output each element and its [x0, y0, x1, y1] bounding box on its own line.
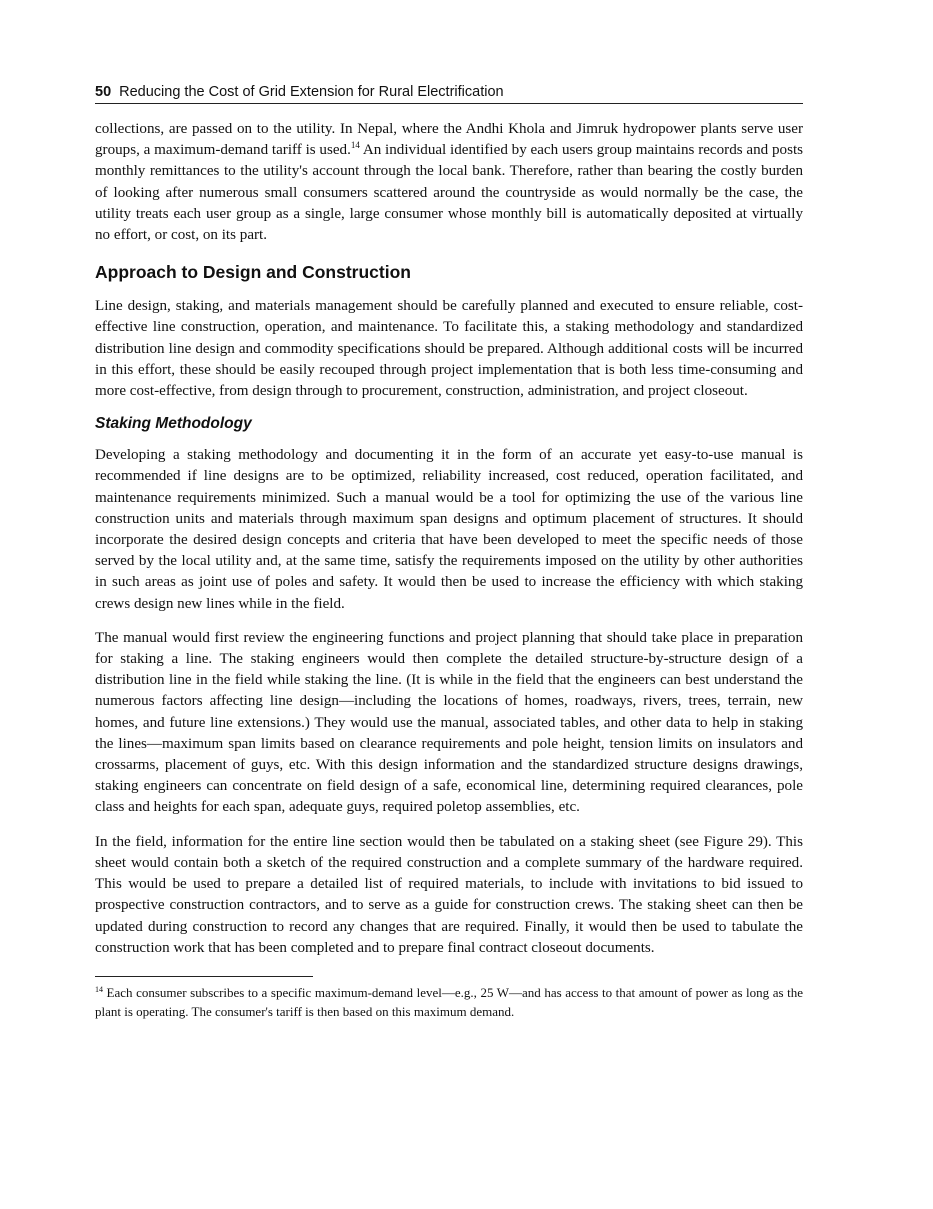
section-paragraph: Line design, staking, and materials management should be carefully planned and executed to ensure reliable, cost-effective line construction, operation, and maintenance. To facilitate this, a staking methodology and standardized distribution line design and commodity specifications should be prepared. Although additional costs will be incurred in this effort, these should be easily recouped through project implementation that is both less time-consuming and more cost-effective, from design through to procurement, construction, administration, and project closeout.: [95, 298, 803, 400]
footnote-divider: [95, 976, 313, 977]
page-number: 50: [95, 84, 112, 100]
running-title: Reducing the Cost of Grid Extension for Rural Electrification: [119, 84, 504, 100]
section-heading: Approach to Design and Construction: [95, 262, 411, 283]
document-page: [95, 82, 803, 1021]
running-header: [95, 82, 803, 104]
paragraph-intro: [95, 119, 803, 246]
paragraph-intro-text-b: An individual identified by each users group maintains records and posts monthly remittances to the utility's account through the local bank. Therefore, rather than bearing the costly burden of looking after numerous small consumers scattered around the countryside as would normally be the case, the utility treats each user group as a single, large consumer whose monthly bill is automatically deposited at virtually no effort, or cost, on its part.: [95, 142, 804, 244]
footnote-reference: 14: [350, 140, 360, 151]
subsection-paragraph-2: The manual would first review the engineering functions and project planning that should take place in preparation for staking a line. The staking engineers would then complete the detailed structure-by-structure design of a distribution line in the field while staking the line. (It is while in the field that the engineers can best understand the numerous factors affecting line design—including the locations of homes, roadways, rivers, trees, terrain, new homes, and future line extensions.) They would use the manual, associated tables, and other data to help in staking the lines—maximum span limits based on clearance requirements and pole height, tension limits on insulators and crossarms, placement of guys, etc. With this design information and the standardized structure designs drawings, staking engineers can concentrate on field design of a safe, economical line, determining required clearances, pole class and heights for each span, adequate guys, required poletop assemblies, etc.: [95, 629, 803, 816]
subsection-paragraph-3: In the field, information for the entire line section would then be tabulated on a staking sheet (see Figure 29). This sheet would contain both a sketch of the required construction and a complete summary of the hardware required. This would be used to prepare a detailed list of required materials, to include with invitations to bid issued to prospective construction contractors, and to serve as a guide for construction crews. The staking sheet can then be updated during construction to record any changes that are required. Finally, it would then be used to tabulate the construction work that has been completed and to prepare final contract closeout documents.: [95, 833, 803, 956]
subsection-heading: Staking Methodology: [95, 415, 252, 433]
footnote-marker: 14: [95, 984, 103, 994]
subsection-paragraph-1: Developing a staking methodology and documenting it in the form of an accurate yet easy-to-use manual is recommended if line designs are to be optimized, reliability increased, cost reduced, operation facilitated, and maintenance requirements minimized. Such a manual would be a tool for optimizing the use of the various line construction units and materials through maximum span designs and optimum placement of structures. It should incorporate the desired design concepts and criteria that have been developed to meet the specific needs of those served by the local utility and, at the same time, satisfy the requirements imposed on the utility by other authorities in such areas as joint use of poles and safety. It would then be used to increase the efficiency with which staking crews design new lines while in the field.: [95, 447, 803, 612]
footnote-text: Each consumer subscribes to a specific maximum-demand level—e.g., 25 W—and has access to that amount of power as long as the plant is operating. The consumer's tariff is then based on this maximum demand.: [95, 984, 803, 1019]
paragraph-intro-text-a: collections, are passed on to the utility. In Nepal, where the Andhi Khola and Jimruk hydropower plants serve user groups, a maximum-demand tariff is used.: [95, 121, 803, 159]
footnote: [95, 983, 803, 1021]
